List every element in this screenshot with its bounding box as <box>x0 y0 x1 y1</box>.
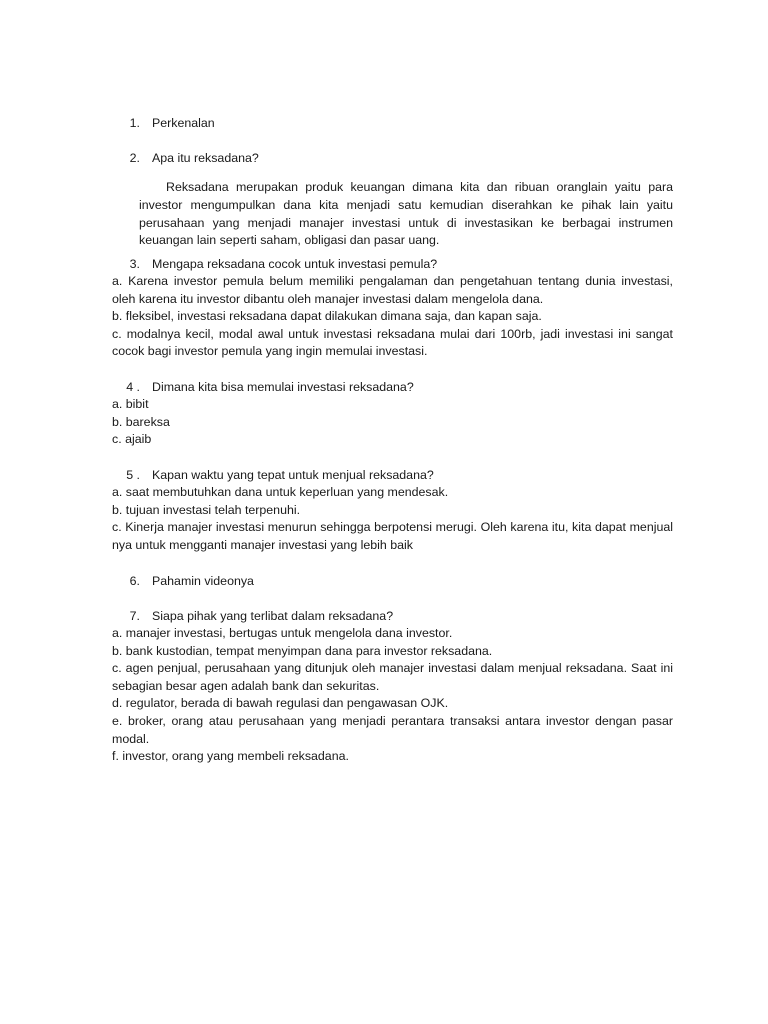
list-item: a. bibit <box>112 397 149 411</box>
section-heading <box>112 466 673 484</box>
list-item: b. bank kustodian, tempat menyimpan dana para investor reksadana. <box>112 643 493 658</box>
section-3 <box>112 255 673 361</box>
section-2 <box>112 149 673 262</box>
section-number: 3. <box>129 257 140 271</box>
section-title: Siapa pihak yang terlibat dalam reksadana? <box>152 609 394 623</box>
section-heading <box>112 149 673 167</box>
list-item: c. agen penjual, perusahaan yang ditunjuk oleh manajer investasi dalam menjual reksadana. Saat ini sebagian besar agen adalah bank dan sekuritas. <box>112 661 673 693</box>
section-heading <box>112 572 673 590</box>
section-title: Kapan waktu yang tepat untuk menjual reksadana? <box>152 468 434 482</box>
list-item: a. saat membutuhkan dana untuk keperluan yang mendesak. <box>112 485 449 499</box>
list-item: b. bareksa <box>112 414 170 429</box>
list-item: a. Karena investor pemula belum memiliki pengalaman dan pengetahuan tentang dunia investasi, oleh karena itu investor dibantu oleh manajer investasi dalam mengelola dana. <box>112 274 673 306</box>
section-1 <box>112 114 673 132</box>
list-item: a. manajer investasi, bertugas untuk mengelola dana investor. <box>112 626 453 640</box>
list-item: b. tujuan investasi telah terpenuhi. <box>112 502 301 517</box>
section-5 <box>112 466 673 554</box>
section-heading <box>112 607 673 625</box>
section-number: 1. <box>129 116 140 130</box>
section-title: Mengapa reksadana cocok untuk investasi pemula? <box>152 257 438 271</box>
list-item: c. Kinerja manajer investasi menurun sehingga berpotensi merugi. Oleh karena itu, kita dapat menjual nya untuk mengganti manajer investasi yang lebih baik <box>112 520 673 552</box>
section-number: 7. <box>129 609 140 623</box>
section-title: Perkenalan <box>152 116 215 130</box>
section-7 <box>112 607 673 766</box>
list-item: c. modalnya kecil, modal awal untuk investasi reksadana mulai dari 100rb, jadi investasi ini sangat cocok bagi investor pemula yang ingin memulai investasi. <box>112 326 673 359</box>
list-item: f. investor, orang yang membeli reksadana. <box>112 749 349 764</box>
section-number: 6. <box>129 574 140 588</box>
section-6 <box>112 572 673 590</box>
section-heading <box>112 114 673 132</box>
section-title: Pahamin videonya <box>152 574 254 588</box>
list-item: c. ajaib <box>112 432 152 447</box>
section-title: Apa itu reksadana? <box>152 151 259 165</box>
list-item: e. broker, orang atau perusahaan yang menjadi perantara transaksi antara investor dengan pasar modal. <box>112 713 673 746</box>
list-item: b. fleksibel, investasi reksadana dapat dilakukan dimana saja, dan kapan saja. <box>112 309 542 324</box>
section-heading <box>112 255 673 273</box>
list-item: d. regulator, berada di bawah regulasi dan pengawasan OJK. <box>112 696 449 711</box>
section-number: 5 . <box>126 468 140 482</box>
section-number: 4 . <box>126 380 140 394</box>
section-title: Dimana kita bisa memulai investasi reksadana? <box>152 380 414 394</box>
section-4 <box>112 378 673 449</box>
section-heading <box>112 378 673 396</box>
section-number: 2. <box>129 151 140 165</box>
section-body: Reksadana merupakan produk keuangan dimana kita dan ribuan oranglain yaitu para investor mengumpulkan dana kita menjadi satu kemudian diserahkan ke pihak lain yaitu perusahaan yang menjadi manajer investasi untuk di investasikan ke berbagai instrumen keuangan lain seperti saham, obligasi dan pasar uang. <box>139 180 673 248</box>
